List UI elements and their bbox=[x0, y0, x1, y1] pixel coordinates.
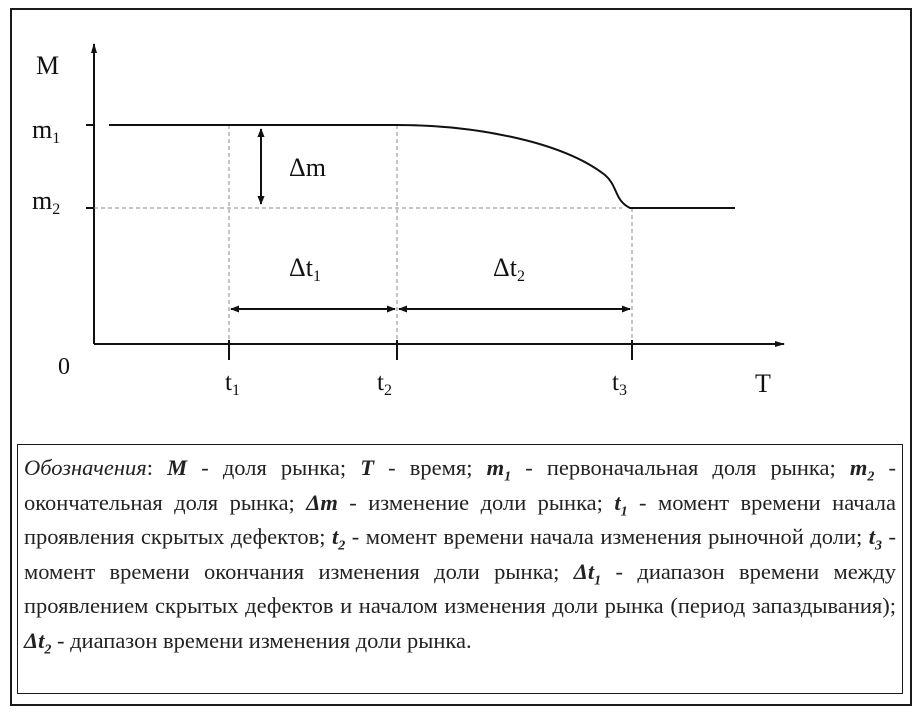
legend-text: - диапазон времени между проявлением скрытых дефектов и началом изменения доли рынка (период запаздывания); bbox=[24, 558, 897, 618]
legend-symbol: $\Delta t_2$ bbox=[24, 627, 52, 657]
legend-symbol: $t_3$ bbox=[868, 524, 883, 554]
delta-m-label: Δm bbox=[289, 153, 326, 182]
delta-t2-label: Δt2 bbox=[493, 253, 525, 285]
legend-text: - окончательная доля рынка; bbox=[24, 455, 896, 515]
legend-symbol: T bbox=[360, 455, 375, 480]
x-axis-label: T bbox=[755, 369, 771, 398]
legend-text: - диапазон времени изменения доли рынка. bbox=[51, 627, 472, 653]
legend-symbol: Δm bbox=[306, 489, 338, 515]
legend-symbol: $\Delta t_1$ bbox=[573, 558, 602, 588]
legend-text: - время; bbox=[374, 455, 487, 480]
legend-symbol: $m_1$ bbox=[486, 455, 512, 485]
y-tick-label-m1: m1 bbox=[32, 115, 61, 147]
market-share-curve bbox=[109, 125, 735, 208]
x-tick-label-t3: $t_3$ bbox=[612, 369, 627, 399]
legend-symbol: $t_2$ bbox=[331, 524, 346, 554]
legend-symbol: $m_2$ bbox=[849, 455, 875, 485]
x-tick-label-t1: $t_1$ bbox=[225, 369, 240, 399]
y-tick-label-m2: m2 bbox=[32, 186, 61, 218]
legend-text: - доля рынка; bbox=[187, 455, 361, 480]
legend-box: Обозначения: M - доля рынка; T - время; $m_1$ - первоначальная доля рынка; $m_2$ - окончательная доля рынка; Δm - изменение доли рынка; $t_1$ - момент времени начала проявления скрытых дефектов; $t_2$ - момент времени начала изменения рыночной доли; $t_3$ - момент времени окончания изменения доли рынка; $\Delta t_1$ - диапазон времени между проявлением скрытых дефектов и началом изменения доли рынка (период запаздывания); $\Delta t_2$ - диапазон времени изменения доли рынка. bbox=[17, 444, 903, 694]
legend-text: - момент времени начала проявления скрытых дефектов; bbox=[24, 489, 896, 549]
origin-label: 0 bbox=[58, 354, 70, 380]
legend-text: - первоначальная доля рынка; bbox=[511, 455, 850, 480]
legend-text: - момент времени начала изменения рыночной доли; bbox=[345, 524, 869, 549]
legend-title: Обозначения bbox=[24, 455, 147, 480]
delta-t1-label: Δt1 bbox=[289, 253, 321, 285]
legend-symbol: M bbox=[167, 455, 188, 480]
legend-symbol: $t_1$ bbox=[614, 489, 628, 519]
y-axis-label: M bbox=[36, 51, 60, 80]
legend-text: - изменение доли рынка; bbox=[337, 489, 615, 515]
x-tick-label-t2: $t_2$ bbox=[377, 369, 392, 399]
legend-text: - момент времени окончания изменения доли рынка; bbox=[24, 524, 896, 584]
